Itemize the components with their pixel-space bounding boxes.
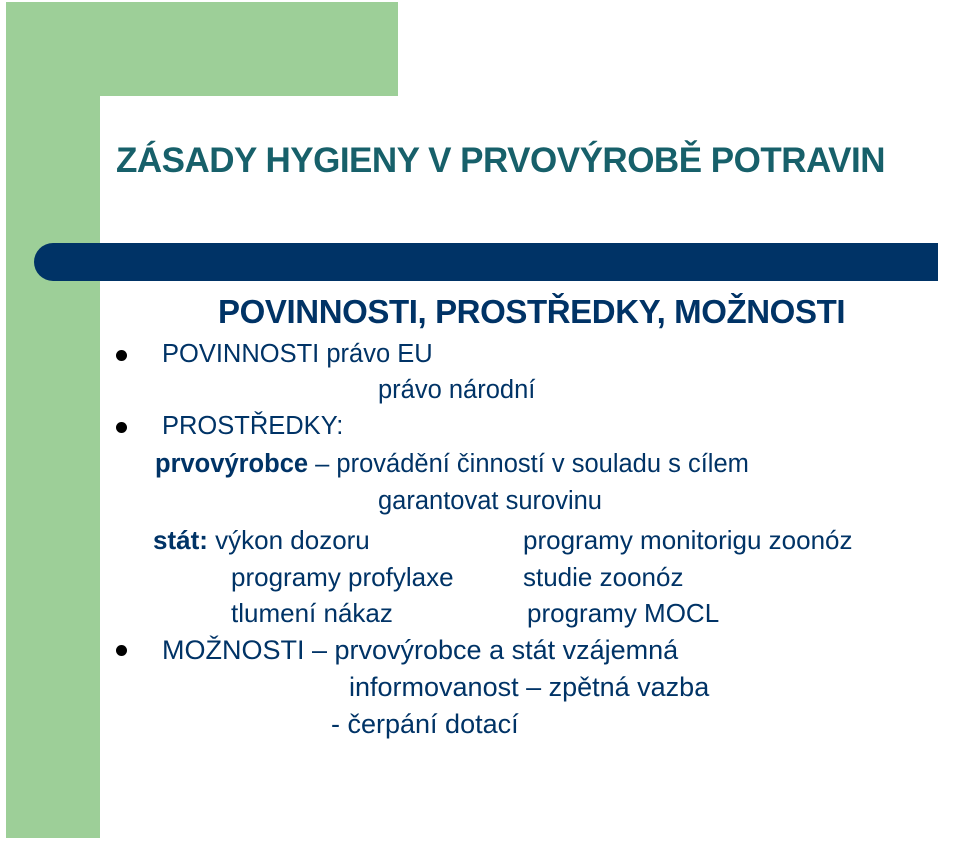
state-line — [153, 527, 370, 553]
moznosti-line: MOŽNOSTI – prvovýrobce a stát vzájemná — [162, 635, 679, 665]
producer-line — [155, 452, 749, 478]
bullet-dot-icon — [116, 645, 127, 656]
state-item: výkon dozoru — [207, 525, 370, 555]
producer-continuation: garantovat surovinu — [378, 487, 602, 515]
povinnosti-line: POVINNOSTI právo EU — [162, 340, 433, 368]
green-sidebar-band — [6, 2, 100, 838]
bullet-dot-icon — [116, 422, 127, 433]
moznosti-continuation: informovanost – zpětná vazba — [349, 672, 710, 702]
title-divider-bar — [34, 243, 938, 281]
producer-label: prvovýrobce — [155, 450, 309, 478]
state-item: programy monitorigu zoonóz — [523, 525, 853, 555]
state-item: studie zoonóz — [523, 562, 684, 592]
state-item: programy MOCL — [527, 598, 720, 628]
bullet-dot-icon — [116, 350, 127, 361]
state-label: stát: — [153, 525, 208, 555]
state-item: tlumení nákaz — [231, 598, 393, 628]
slide-title: ZÁSADY HYGIENY V PRVOVÝROBĚ POTRAVIN — [116, 141, 886, 180]
prostredky-heading: PROSTŘEDKY: — [162, 412, 344, 440]
povinnosti-continuation: právo národní — [378, 376, 536, 404]
slide-subtitle: POVINNOSTI, PROSTŘEDKY, MOŽNOSTI — [218, 293, 846, 330]
producer-text: – provádění činností v souladu s cílem — [308, 450, 749, 478]
state-item: programy profylaxe — [231, 562, 454, 592]
moznosti-continuation: - čerpání dotací — [331, 709, 519, 739]
